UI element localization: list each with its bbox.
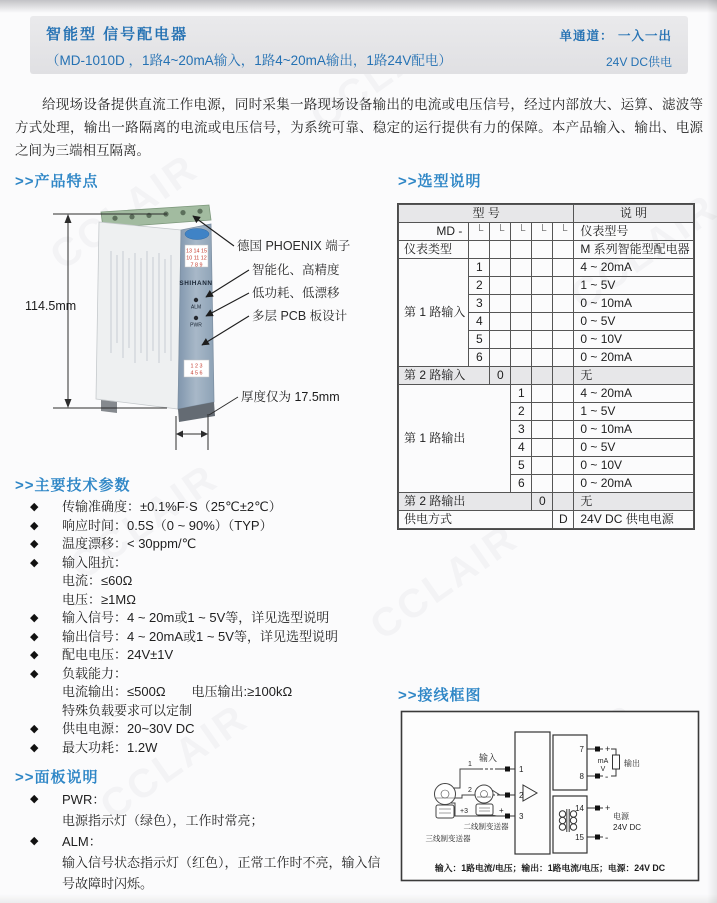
cell-ph: └ bbox=[553, 223, 574, 241]
section-heading-panel: >>面板说明 bbox=[15, 769, 99, 786]
svg-text:2: 2 bbox=[468, 787, 472, 794]
pwr-led bbox=[194, 316, 198, 320]
plus-sign: + bbox=[499, 806, 504, 815]
wire-terminal-square bbox=[595, 806, 600, 811]
diamond-bullet-icon: ◆ bbox=[30, 741, 39, 754]
input-terminal-numbers bbox=[519, 765, 524, 821]
wiring-diagram bbox=[400, 710, 700, 882]
page-subtitle: （MD-1010D ，1路4~20mA输入，1路4~20mA输出，1路24V配电） bbox=[46, 53, 452, 68]
cell-ph: └ bbox=[469, 223, 490, 241]
thickness-label: 厚度仅为 17.5mm bbox=[241, 390, 340, 404]
callout-pcb: 多层 PCB 板设计 bbox=[252, 309, 348, 323]
svg-text:15: 15 bbox=[575, 833, 584, 842]
table-row-in1: 3 0 ~ 10mA bbox=[399, 295, 694, 313]
input-label: 输入 bbox=[478, 753, 498, 763]
cell-ph: └ bbox=[511, 223, 532, 241]
cell-ph: └ bbox=[532, 223, 553, 241]
list-subitem: 电流输出：≤500Ω 电压输出:≥100kΩ bbox=[62, 684, 293, 699]
section-heading-selection: >>选型说明 bbox=[398, 173, 482, 190]
table-row-type bbox=[399, 241, 694, 259]
table-row-md bbox=[399, 223, 694, 241]
height-label: 114.5mm bbox=[25, 299, 77, 313]
list-item: ◆ 配电电压：24V±1V bbox=[28, 646, 390, 665]
diamond-bullet-icon: ◆ bbox=[30, 667, 39, 680]
table-row-out1: 6 0 ~ 20mA bbox=[399, 475, 694, 493]
page-title: 智能型 信号配电器 bbox=[46, 26, 189, 43]
svg-text:3: 3 bbox=[519, 812, 524, 821]
cell-in2-label: 第 2 路输入 bbox=[399, 367, 490, 385]
power-supply-label: 24V DC供电 bbox=[605, 55, 672, 69]
table-row-out1: 第 1 路输出 1 4 ~ 20mA bbox=[399, 385, 694, 403]
list-item: ◆ 传输准确度：±0.1%F·S（25℃±2℃） bbox=[28, 498, 390, 517]
diamond-bullet-icon: ◆ bbox=[30, 630, 39, 643]
minus-sign: - bbox=[605, 833, 609, 844]
list-item: ◆ 输入阻抗： bbox=[28, 554, 390, 573]
cell-in1-label: 第 1 路输入 bbox=[399, 259, 469, 367]
diamond-bullet-icon: ◆ bbox=[30, 649, 39, 661]
minus-sign: - bbox=[605, 772, 609, 783]
svg-text:1 2 3: 1 2 3 bbox=[190, 363, 203, 370]
cell-type-desc: M 系列智能型配电器 bbox=[574, 241, 693, 259]
intro-paragraph: 给现场设备提供直流工作电源，同时采集一路现场设备输出的电流或电压信号，经过内部放大、运算、滤波等方式处理，输出一路隔离的电流或电压信号，为系统可靠、稳定的运行提供有力的保障。本产品输入、输出、电源之间为三端相互隔离。 bbox=[15, 97, 703, 158]
list-item: ◆ 输入信号：4 ~ 20m或1 ~ 5V等，详见选型说明 bbox=[28, 609, 390, 628]
section-heading-params: >>主要技术参数 bbox=[15, 477, 131, 494]
svg-text:4 5 6: 4 5 6 bbox=[190, 370, 203, 377]
col-desc: 说 明 bbox=[574, 205, 693, 223]
v-unit: V bbox=[600, 766, 606, 773]
list-subitem: 电流：≤60Ω bbox=[62, 573, 133, 588]
list-subitem: 输入信号状态指示灯（红色），正常工作时不亮，输入信号故障时闪烁。 bbox=[62, 855, 381, 891]
cell-power-label: 供电方式 bbox=[399, 511, 553, 529]
header-right bbox=[560, 26, 672, 70]
diamond-bullet-icon: ◆ bbox=[30, 519, 39, 532]
list-item: ◆ 负载能力： bbox=[28, 665, 390, 684]
ma-unit: mA bbox=[597, 758, 609, 765]
list-item: ◆ 输出信号：4 ~ 20mA或1 ~ 5V等，详见选型说明 bbox=[28, 628, 390, 647]
diamond-bullet-icon: ◆ bbox=[30, 612, 39, 624]
wire-terminal-square bbox=[595, 835, 600, 840]
table-row-out1: 2 1 ~ 5V bbox=[399, 403, 694, 421]
list-subitem: 电压：≥1MΩ bbox=[62, 591, 136, 607]
power-value: 24V DC bbox=[613, 823, 642, 832]
callout-lowpower: 低功耗、低漂移 bbox=[252, 286, 340, 300]
feature-callouts bbox=[190, 216, 351, 345]
page-top-shade bbox=[0, 0, 717, 13]
table-row-out1: 5 0 ~ 10V bbox=[399, 457, 694, 475]
output-label: 输出 bbox=[624, 759, 640, 768]
din-foot bbox=[101, 400, 117, 413]
header-bar bbox=[30, 16, 688, 74]
page-bottom-shade bbox=[0, 894, 717, 903]
list-subitem: 特殊负载要求可以定制 bbox=[62, 702, 193, 718]
list-item: ◆ 温度漂移：< 30ppm/℃ bbox=[28, 535, 390, 554]
pwr-led-label: PWR bbox=[190, 322, 202, 329]
list-item: ◆ 最大功耗：1.2W bbox=[28, 739, 390, 758]
table-header-row bbox=[399, 205, 694, 223]
brand-text: SHIHANN bbox=[179, 280, 213, 287]
svg-text:14: 14 bbox=[575, 804, 584, 813]
table-row-in1: 第 1 路输入 1 4 ~ 20mA bbox=[399, 259, 694, 277]
svg-text:10 11 12: 10 11 12 bbox=[186, 255, 207, 262]
list-subitem: 电源指示灯（绿色），工作时常亮； bbox=[62, 813, 264, 828]
alm-led bbox=[194, 298, 198, 302]
svg-text:1: 1 bbox=[468, 761, 472, 768]
table-row-in1: 2 1 ~ 5V bbox=[399, 277, 694, 295]
terminal-numbers-bottom bbox=[191, 364, 203, 377]
panel-list bbox=[28, 789, 384, 894]
table-row-power: 供电方式 D 24V DC 供电电源 bbox=[399, 511, 694, 529]
callout-phoenix: 德国 PHOENIX 端子 bbox=[237, 239, 351, 253]
svg-text:7 8 9: 7 8 9 bbox=[190, 262, 203, 269]
cell-out2-label: 第 2 路输出 bbox=[399, 493, 532, 511]
diagram-caption: 输入：1路电流/电压；输出：1路电流/电压；电源：24V DC bbox=[434, 863, 666, 873]
params-list bbox=[28, 498, 390, 757]
table-row-out1: 4 0 ~ 5V bbox=[399, 439, 694, 457]
page-right-shade bbox=[707, 0, 717, 903]
list-item: ◆ PWR： bbox=[28, 789, 384, 810]
svg-text:13 14 15: 13 14 15 bbox=[186, 248, 207, 255]
svg-text:7: 7 bbox=[579, 745, 584, 754]
product-figure bbox=[15, 203, 390, 465]
plus-sign: + bbox=[605, 803, 611, 813]
list-item: ◆ 供电电源：20~30V DC bbox=[28, 720, 390, 739]
svg-text:8: 8 bbox=[579, 772, 584, 781]
cell-md-label: MD - bbox=[399, 223, 469, 241]
svg-text:2: 2 bbox=[519, 791, 524, 800]
diamond-bullet-icon: ◆ bbox=[30, 556, 39, 569]
diamond-bullet-icon: ◆ bbox=[30, 538, 39, 550]
header-left bbox=[46, 23, 452, 69]
cell-out1-label: 第 1 路输出 bbox=[399, 385, 511, 493]
section-heading-features: >>产品特点 bbox=[15, 173, 99, 190]
col-model: 型 号 bbox=[399, 205, 574, 223]
power-label: 电源 bbox=[613, 812, 629, 821]
brand-logo-oval bbox=[185, 229, 209, 240]
module-photo bbox=[96, 205, 215, 422]
table-row-out2: 第 2 路输出 0 无 bbox=[399, 493, 694, 511]
table-row-in2: 第 2 路输入 0 无 bbox=[399, 367, 694, 385]
three-wire-label: 三线制变送器 bbox=[425, 834, 471, 843]
wire-terminal-square bbox=[595, 774, 600, 779]
diamond-bullet-icon: ◆ bbox=[30, 835, 39, 847]
alm-led-label: ALM bbox=[190, 304, 202, 311]
table-row-in1: 4 0 ~ 5V bbox=[399, 313, 694, 331]
list-item: ◆ ALM： bbox=[28, 831, 384, 852]
cell-md-desc: 仪表型号 bbox=[574, 223, 693, 241]
module-side-face bbox=[96, 222, 181, 409]
svg-text:+3: +3 bbox=[460, 808, 468, 815]
table-row-in1: 6 0 ~ 20mA bbox=[399, 349, 694, 367]
list-item: ◆ 响应时间：0.5S（0 ~ 90%）（TYP） bbox=[28, 517, 390, 536]
diamond-bullet-icon: ◆ bbox=[30, 501, 39, 513]
diamond-bullet-icon: ◆ bbox=[30, 723, 39, 735]
wire-terminal-square bbox=[595, 747, 600, 752]
cell-type-label: 仪表类型 bbox=[399, 241, 469, 259]
section-heading-wiring: >>接线框图 bbox=[398, 687, 482, 704]
plus-sign: + bbox=[605, 744, 611, 754]
table-row-in1: 5 0 ~ 10V bbox=[399, 331, 694, 349]
table-row-out1: 3 0 ~ 10mA bbox=[399, 421, 694, 439]
channel-label: 单通道： 一入一出 bbox=[559, 29, 672, 43]
callout-smart: 智能化、高精度 bbox=[252, 263, 340, 277]
cell-ph: └ bbox=[490, 223, 511, 241]
two-wire-label: 二线制变送器 bbox=[463, 822, 509, 831]
diamond-bullet-icon: ◆ bbox=[30, 793, 39, 805]
selection-table bbox=[398, 204, 694, 529]
svg-text:1: 1 bbox=[519, 765, 524, 774]
